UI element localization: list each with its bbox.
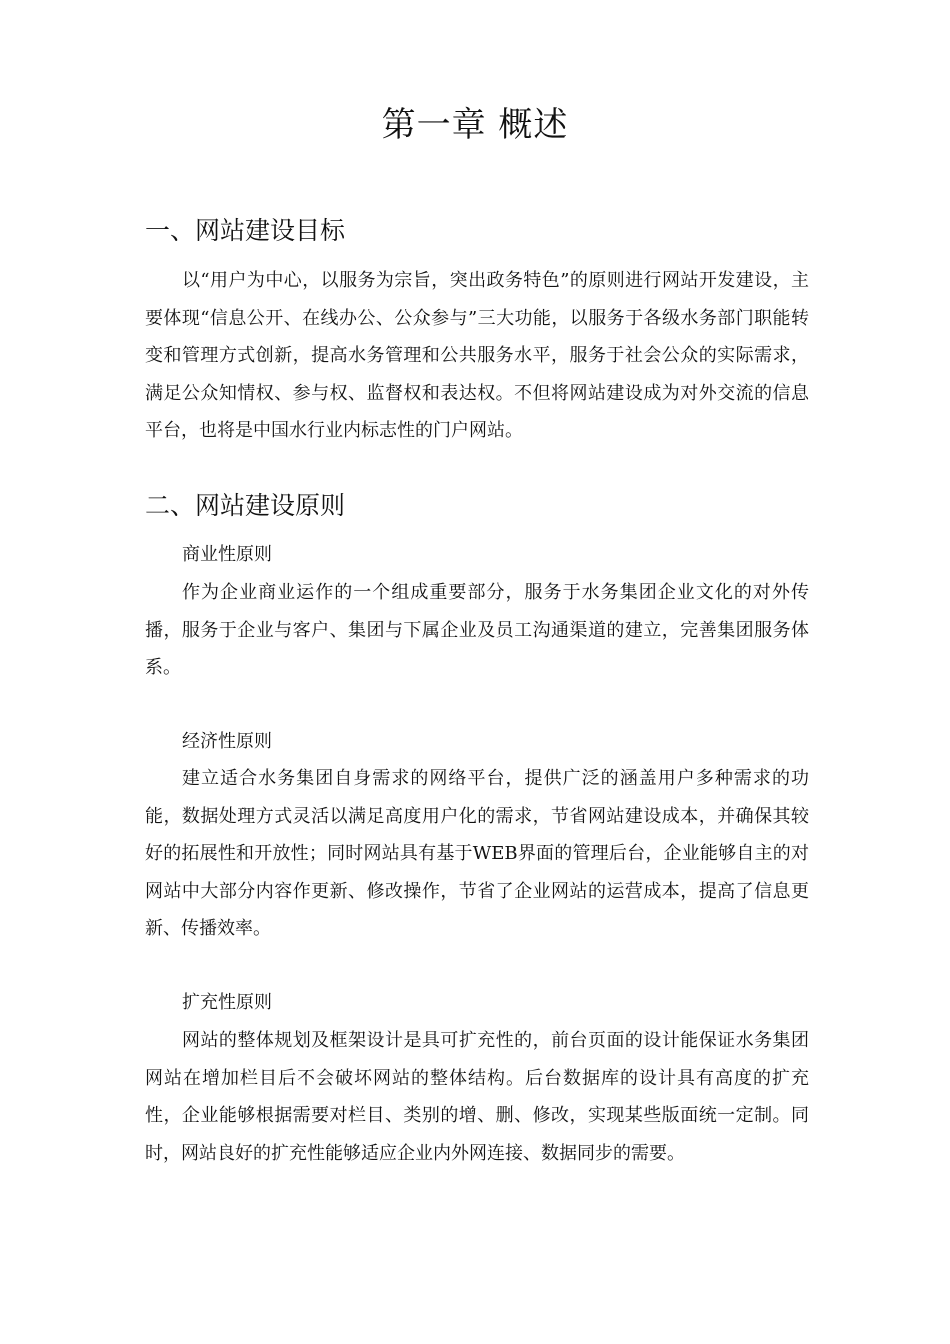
principle-title-extensibility: 扩充性原则	[182, 992, 272, 1013]
section-heading-principles: 二、网站建设原则	[145, 491, 346, 520]
section-heading-goals: 一、网站建设目标	[145, 216, 346, 245]
principle-title-commercial: 商业性原则	[182, 544, 272, 565]
principle-text-commercial: 作为企业商业运作的一个组成重要部分，服务于水务集团企业文化的对外传播，服务于企业与客户、集团与下属企业及员工沟通渠道的建立，完善集团服务体系。	[145, 582, 809, 679]
chapter-title: 第一章 概述	[381, 105, 569, 145]
principle-title-economic: 经济性原则	[182, 731, 272, 752]
principle-text-economic: 建立适合水务集团自身需求的网络平台，提供广泛的涵盖用户多种需求的功能，数据处理方式灵活以满足高度用户化的需求，节省网站建设成本，并确保其较好的拓展性和开放性；同时网站具有基于WEB界面的管理后台，企业能够自主的对网站中大部分内容作更新、修改操作，节省了企业网站的运营成本，提高了信息更新、传播效率。	[145, 768, 809, 940]
section-paragraph-goals: 以“用户为中心，以服务为宗旨，突出政务特色”的原则进行网站开发建设，主要体现“信息公开、在线办公、公众参与”三大功能，以服务于各级水务部门职能转变和管理方式创新，提高水务管理和公共服务水平，服务于社会公众的实际需求，满足公众知情权、参与权、监督权和表达权。不但将网站建设成为对外交流的信息平台，也将是中国水行业内标志性的门户网站。	[145, 270, 809, 442]
principle-text-extensibility: 网站的整体规划及框架设计是具可扩充性的，前台页面的设计能保证水务集团网站在增加栏目后不会破坏网站的整体结构。后台数据库的设计具有高度的扩充性，企业能够根据需要对栏目、类别的增、删、修改，实现某些版面统一定制。同时，网站良好的扩充性能够适应企业内外网连接、数据同步的需要。	[145, 1030, 809, 1164]
